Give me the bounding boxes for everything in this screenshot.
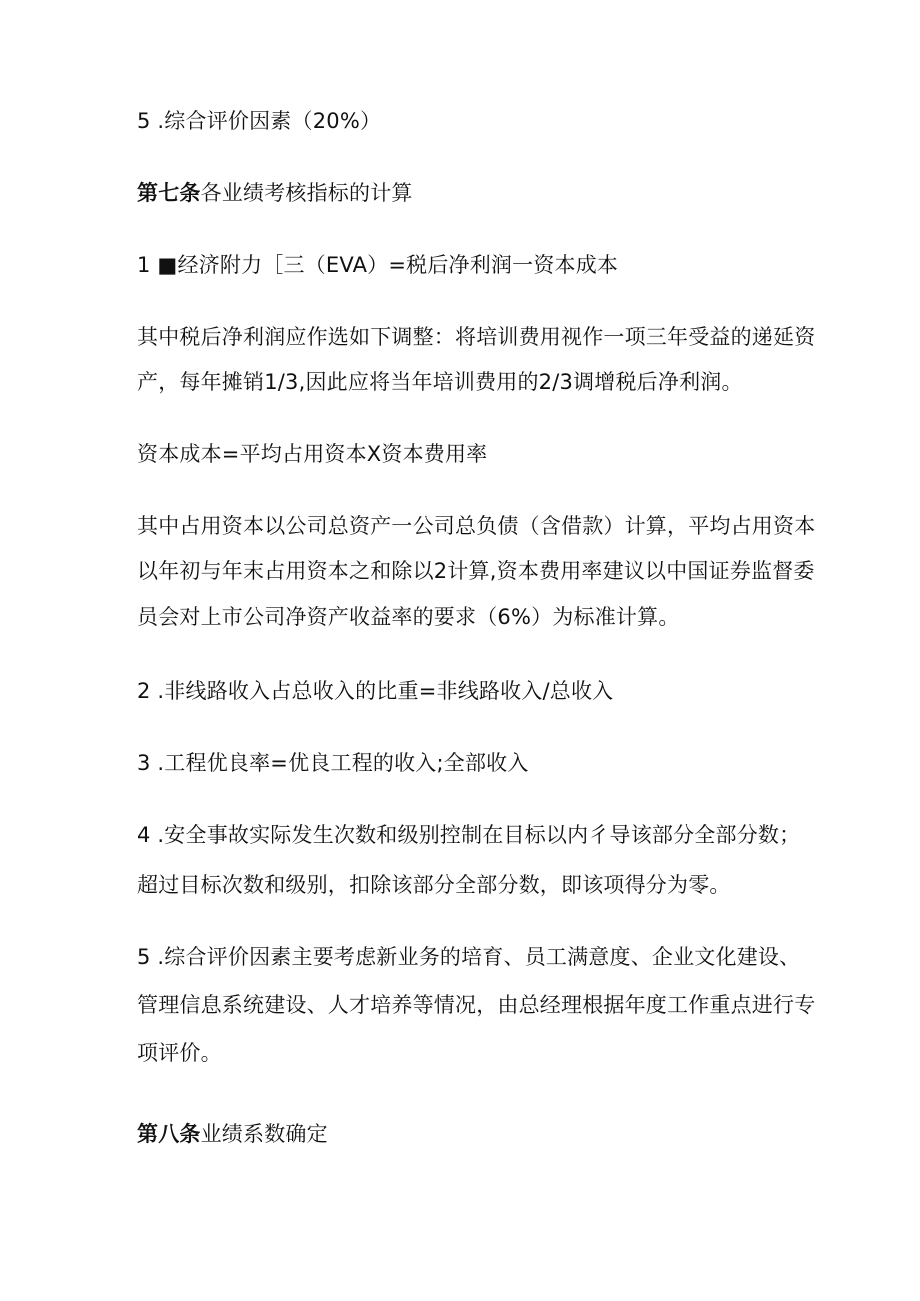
article-7-heading bbox=[137, 179, 797, 207]
article-label: 第七条 bbox=[137, 181, 201, 205]
line-text: 1 ■经济附力［三（EVA）=税后净利润一资本成本 bbox=[137, 253, 619, 277]
line-text: 资本成本=平均占用资本X资本费用率 bbox=[137, 442, 488, 466]
line-text: 业绩系数确定 bbox=[200, 1122, 328, 1146]
paragraph-line bbox=[137, 323, 816, 351]
line-text: 项评价。 bbox=[137, 1041, 222, 1065]
item-3-formula bbox=[137, 749, 797, 777]
line-text: 4 .安全事故实际发生次数和级别控制在目标以内彳导该部分全部分数； bbox=[137, 823, 801, 847]
paragraph-line bbox=[137, 603, 797, 631]
line-text: 超过目标次数和级别，扣除该部分全部分数，即该项得分为零。 bbox=[137, 873, 731, 897]
paragraph-line bbox=[137, 991, 816, 1019]
line-text: 5 .综合评价因素主要考虑新业务的培育、员工满意度、企业文化建设、 bbox=[137, 945, 801, 969]
line-text: 3 .工程优良率=优良工程的收入;全部收入 bbox=[137, 751, 529, 775]
eva-formula bbox=[137, 251, 797, 279]
paragraph-line bbox=[137, 512, 816, 540]
article-label: 第八条 bbox=[137, 1122, 201, 1146]
line-text: 其中税后净利润应作选如下调整：将培训费用视作一项三年受益的递延资 bbox=[137, 325, 816, 349]
line-text: 2 .非线路收入占总收入的比重=非线路收入/总收入 bbox=[137, 679, 614, 703]
line-text: 员会对上市公司净资产收益率的要求（6%）为标准计算。 bbox=[137, 605, 680, 629]
line-text: 产，每年摊销1/3,因此应将当年培训费用的2/3调增税后净利润。 bbox=[137, 370, 743, 394]
paragraph-line bbox=[137, 368, 797, 396]
line-text: 管理信息系统建设、人才培养等情况，由总经理根据年度工作重点进行专 bbox=[137, 993, 816, 1017]
capital-cost-formula bbox=[137, 440, 797, 468]
item-4-text bbox=[137, 821, 801, 849]
item-5-text bbox=[137, 943, 801, 971]
line-text: 以年初与年末占用资本之和除以2计算,资本费用率建议以中国证券监督委 bbox=[137, 559, 815, 583]
paragraph-line bbox=[137, 871, 797, 899]
item-5-heading bbox=[137, 107, 797, 135]
item-2-formula bbox=[137, 677, 797, 705]
line-text: 其中占用资本以公司总资产一公司总负债（含借款）计算，平均占用资本 bbox=[137, 514, 816, 538]
article-8-heading bbox=[137, 1120, 797, 1148]
line-text: 各业绩考核指标的计算 bbox=[200, 181, 413, 205]
paragraph-line bbox=[137, 1039, 797, 1067]
paragraph-line bbox=[137, 557, 815, 585]
line-text: 5 .综合评价因素（20%） bbox=[137, 109, 382, 133]
